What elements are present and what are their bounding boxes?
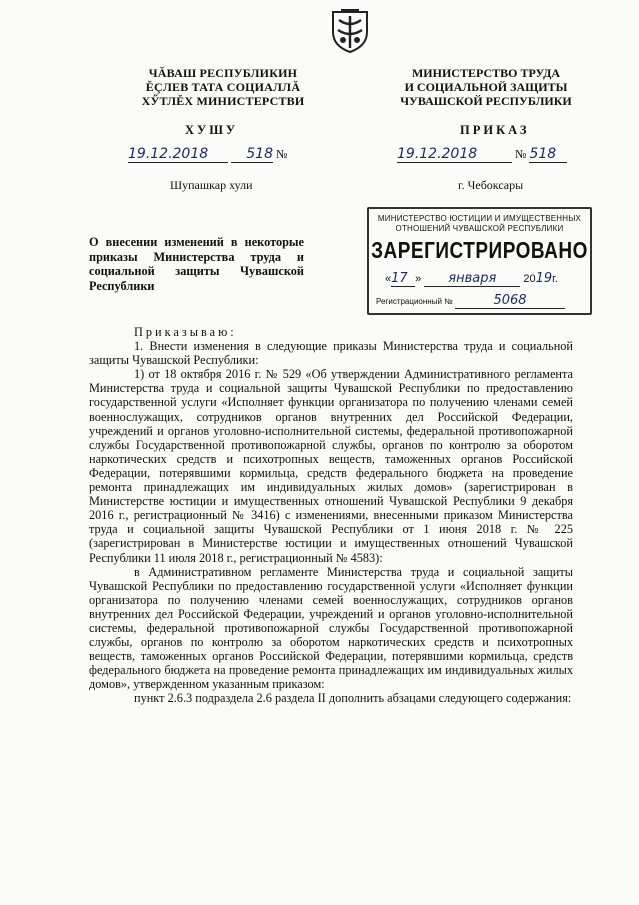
header-right-ministry-russian (386, 66, 586, 108)
document-body (89, 325, 573, 706)
city-chuvash: Шупашкар хули (170, 178, 253, 192)
registration-stamp (367, 207, 592, 315)
stamp-year-prefix: 20 (523, 273, 536, 285)
body-paragraph-1: 1. Внести изменения в следующие приказы Министерства труда и социальной защиты Чувашской Республики: (89, 339, 573, 368)
order-date-right: 19.12.2018 (397, 146, 512, 163)
city-russian: г. Чебоксары (458, 178, 524, 192)
stamp-quote-open: « (385, 273, 392, 285)
stamp-registration (376, 293, 565, 309)
header-left-line-2: ĔÇЛЕВ ТАТА СОЦИАЛЛĂ (145, 80, 301, 94)
stamp-registered-text: ЗАРЕГИСТРИРОВАНО (371, 238, 588, 264)
stamp-month: января (424, 271, 520, 287)
header-left-ministry-chuvash (138, 66, 308, 108)
body-paragraph-4: пункт 2.6.3 подраздела 2.6 раздела II дополнить абзацами следующего содержания: (134, 691, 572, 706)
body-paragraph-2: 1) от 18 октября 2016 г. № 529 «Об утверждении Административного регламента Министерства труда и социальной защиты Чувашской Республики по предоставлению государственной услуги «Исполняет функции организатора по получению членами семей военнослужащих, сотрудников органов внутренних дел Российской Федерации, учреждений и органов уголовно-исполнительной системы, федеральной противопожарной службы Государственной противопожарной службы, органов по контролю за оборотом наркотических средств и психотропных веществ, таможенных органов Российской Федерации, потерявшими кормильца, средств федерального бюджета на проведение ремонта принадлежащих им индивидуальных жилых домов» (зарегистрирован в Министерстве юстиции и имущественных отношений Чувашской Республики 9 декабря 2016 г., регистрационный № 3416) с изменениями, внесенными приказом Министерства труда и социальной защиты Чувашской Республики от 1 июня 2018 г. № 225 (зарегистрирован в Министерстве юстиции и имущественных отношений Чувашской Республики 11 июля 2018 г., регистрационный № 4583): (89, 367, 573, 565)
number-sign-right: № (515, 147, 527, 161)
body-paragraph-order: Приказываю: (134, 325, 237, 339)
stamp-line-1: МИНИСТЕРСТВО ЮСТИЦИИ И ИМУЩЕСТВЕННЫХ (377, 214, 582, 223)
order-word-russian: ПРИКАЗ (460, 123, 530, 137)
stamp-reg-number: 5068 (455, 293, 565, 309)
order-number-value-left: 518 (231, 146, 273, 163)
order-number-right (397, 146, 567, 163)
header-right-line-2: И СОЦИАЛЬНОЙ ЗАЩИТЫ (404, 80, 568, 94)
header-right-line-1: МИНИСТЕРСТВО ТРУДА (411, 66, 561, 80)
document-title: О внесении изменений в некоторые приказы Министерства труда и социальной защиты Чувашской Республики (89, 235, 304, 293)
body-paragraph-3: в Административном регламенте Министерства труда и социальной защиты Чувашской Республики по предоставлению государственной услуги «Исполняет функции организатора по получению членами семей военнослужащих, сотрудников органов внутренних дел Российской Федерации, учреждений и органов уголовно-исполнительной системы, федеральной противопожарной службы Государственной противопожарной службы, органов по контролю за оборотом наркотических средств и психотропных веществ, таможенных органов Российской Федерации, потерявшими кормильца, средств федерального бюджета на проведение ремонта принадлежащих им индивидуальных жилых домов», утвержденном указанным приказом: (89, 564, 573, 692)
stamp-header (369, 214, 590, 234)
coat-of-arms-emblem (329, 8, 371, 54)
stamp-reg-label: Регистрационный № (376, 297, 453, 306)
order-number-left (128, 146, 287, 163)
stamp-year-suffix: г. (552, 273, 558, 285)
stamp-line-2: ОТНОШЕНИЙ ЧУВАШСКОЙ РЕСПУБЛИКИ (395, 224, 564, 233)
stamp-day: 17 (391, 271, 415, 287)
header-left-line-1: ЧĂВАШ РЕСПУБЛИКИН (148, 66, 298, 80)
header-right-line-3: ЧУВАШСКОЙ РЕСПУБЛИКИ (400, 94, 572, 108)
stamp-year: 19 (535, 271, 553, 286)
header-left-line-3: ХӲТЛĔХ МИНИСТЕРСТВИ (141, 94, 305, 108)
stamp-quote-close: » (415, 273, 422, 285)
order-number-value-right: 518 (529, 146, 567, 163)
number-sign-left: № (276, 147, 288, 161)
stamp-date (385, 271, 558, 287)
order-date-left: 19.12.2018 (128, 146, 228, 163)
order-word-chuvash: ХУШУ (185, 123, 239, 137)
